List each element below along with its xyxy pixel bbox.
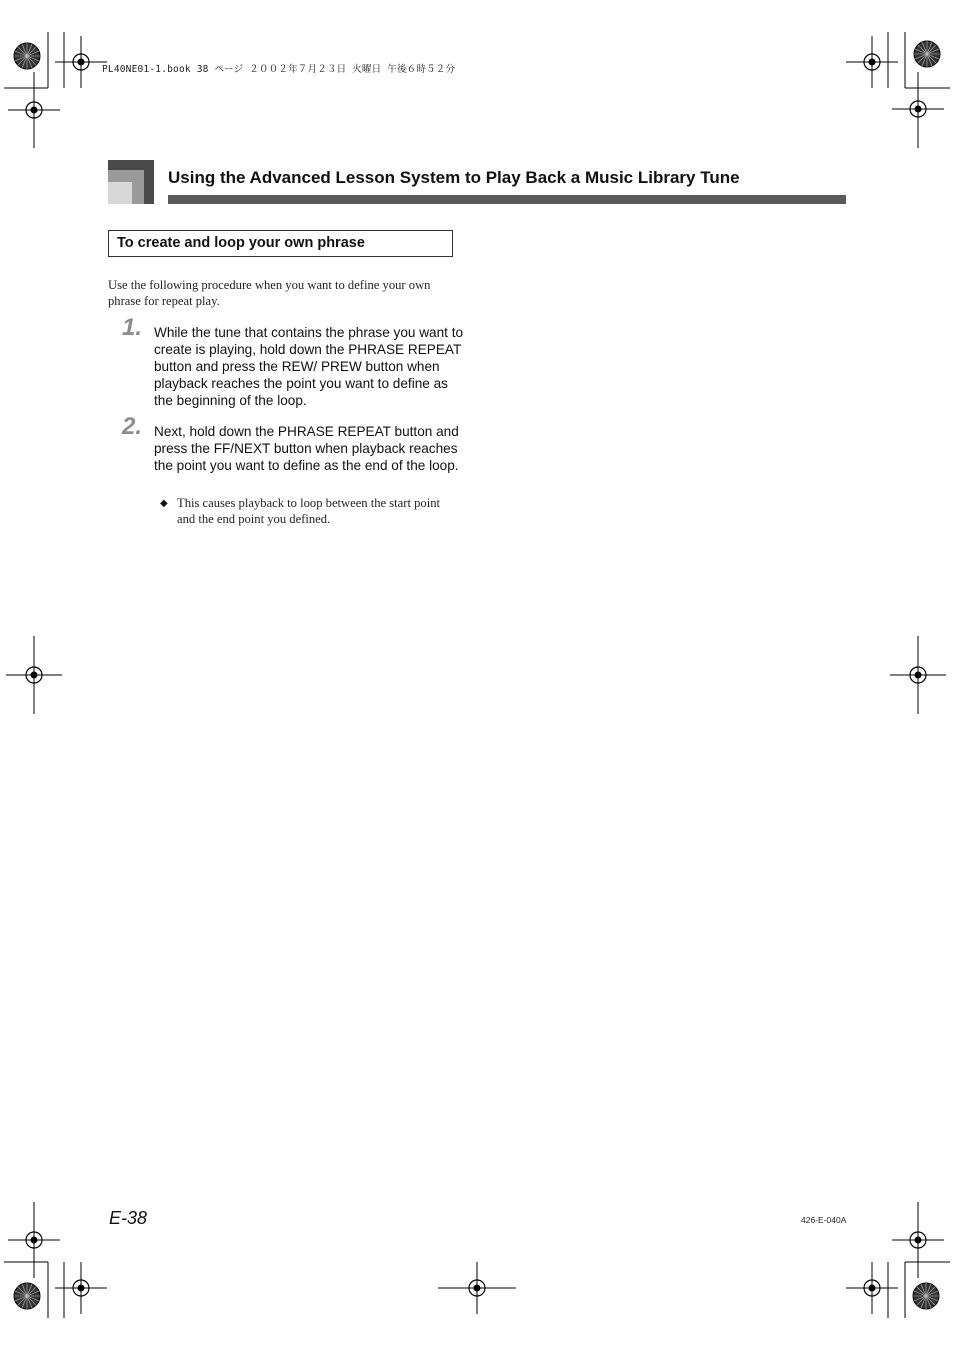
section-intro: Use the following procedure when you want to define your own phrase for repeat play. xyxy=(108,278,431,308)
starburst-mark-top-left xyxy=(14,43,40,69)
step-number: 2. xyxy=(122,413,143,440)
registration-target-top-2 xyxy=(846,36,898,88)
step-text: Next, hold down the PHRASE REPEAT button and press the FF/NEXT button when playback reaches the point you want to define as the end of the loop. xyxy=(154,424,459,473)
registration-target-top-1 xyxy=(55,36,107,88)
starburst-mark-bottom-right xyxy=(913,1283,939,1309)
starburst-mark-bottom-left xyxy=(14,1283,40,1309)
document-code: 426-E-040A xyxy=(801,1215,847,1225)
chapter-block-graphic xyxy=(108,160,154,204)
section-title: To create and loop your own phrase xyxy=(117,235,365,251)
registration-target-bottom-3 xyxy=(846,1262,898,1314)
chapter-title: Using the Advanced Lesson System to Play Back a Music Library Tune xyxy=(168,168,740,187)
print-header: PL40NE01-1.book 38 ページ ２００２年７月２３日 火曜日 午後６時５２分 xyxy=(102,64,456,75)
starburst-mark-top-right xyxy=(914,41,940,67)
step-text: While the tune that contains the phrase you want to create is playing, hold down the PHRASE REPEAT button and press the REW/ PREW button when playback reaches the point you want to define as the beginning of the loop. xyxy=(154,325,464,408)
note-bullet-icon: ◆ xyxy=(160,498,168,509)
step-number: 1. xyxy=(122,314,143,341)
chapter-rule xyxy=(168,195,846,204)
note-text: This causes playback to loop between the start point and the end point you defined. xyxy=(177,496,440,526)
page-number: E-38 xyxy=(109,1208,148,1228)
registration-target-bottom-1 xyxy=(55,1262,107,1314)
